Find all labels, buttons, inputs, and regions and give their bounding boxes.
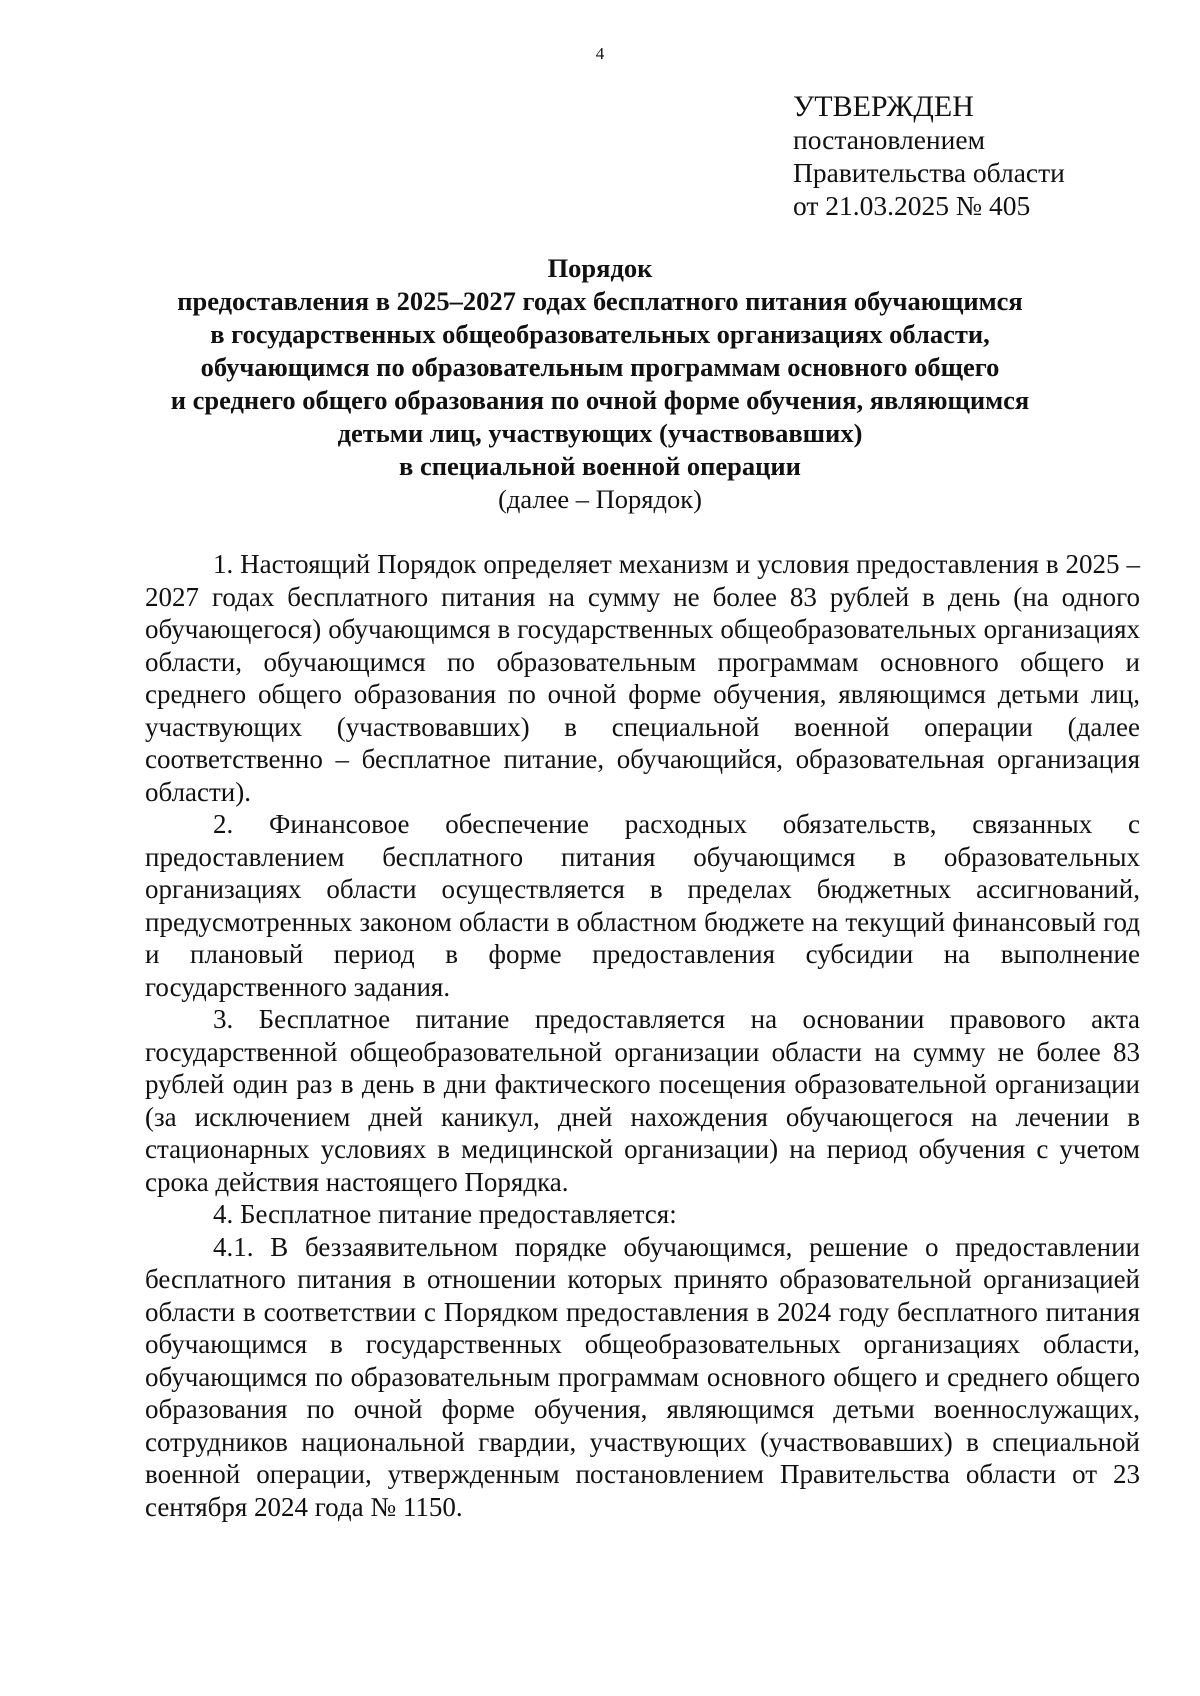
title-heading: Порядок [547,253,653,283]
page-number: 4 [595,44,605,63]
title-line: детьми лиц, участвующих (участвовавших) [337,418,863,448]
paragraph-1: 1. Настоящий Порядок определяет механизм и условия предоставления в 2025 – 2027 годах бесплатного питания на сумму не более 83 рублей в день (на одного обучающегося) обучающимся в государственных общеобразовательных организациях области, обучающимся по образовательным программам основного общего и среднего общего образования по очной форме обучения, являющимся детьми лиц, участвующих (участвовавших) в специальной военной операции (далее соответственно – бесплатное питание, обучающийся, образовательная организация области). [145,549,1140,807]
approval-line: Правительства области [793,157,1065,188]
approval-stamp [793,90,1065,222]
document-title [120,252,1080,516]
title-line: и среднего общего образования по очной форме обучения, являющимся [170,385,1030,415]
title-note: (далее – Порядок) [498,484,702,514]
title-line: предоставления в 2025–2027 годах бесплатного питания обучающимся [177,286,1023,316]
document-body [145,548,1140,1523]
title-line: обучающимся по образовательным программам основного общего [200,352,1000,382]
paragraph-2: 2. Финансовое обеспечение расходных обязательств, связанных с предоставлением бесплатного питания обучающимся в образовательных организациях области осуществляется в пределах бюджетных ассигнований, предусмотренных законом области в областном бюджете на текущий финансовый год и плановый период в форме предоставления субсидии на выполнение государственного задания. [145,809,1140,1002]
paragraph-4: 4. Бесплатное питание предоставляется: [213,1199,677,1229]
approval-line: постановлением [793,124,985,155]
paragraph-3: 3. Бесплатное питание предоставляется на основании правового акта государственной общеобразовательной организации области на сумму не более 83 рублей один раз в день в дни фактического посещения образовательной организации (за исключением дней каникул, дней нахождения обучающегося на лечении в стационарных условиях в медицинской организации) на период обучения с учетом срока действия настоящего Порядка. [145,1004,1140,1197]
title-line: в государственных общеобразовательных организациях области, [210,319,990,349]
paragraph-4-1: 4.1. В беззаявительном порядке обучающимся, решение о предоставлении бесплатного питания в отношении которых принято образовательной организацией области в соответствии с Порядком предоставления в 2024 году бесплатного питания обучающимся в государственных общеобразовательных организациях области, обучающимся по образовательным программам основного общего и среднего общего образования по очной форме обучения, являющимся детьми военнослужащих, сотрудников национальной гвардии, участвующих (участвовавших) в специальной военной операции, утвержденным постановлением Правительства области от 23 сентября 2024 года № 1150. [145,1231,1140,1522]
approval-date-number: от 21.03.2025 № 405 [793,190,1031,221]
approval-title: УТВЕРЖДЕН [793,90,974,123]
title-line: в специальной военной операции [399,451,801,481]
